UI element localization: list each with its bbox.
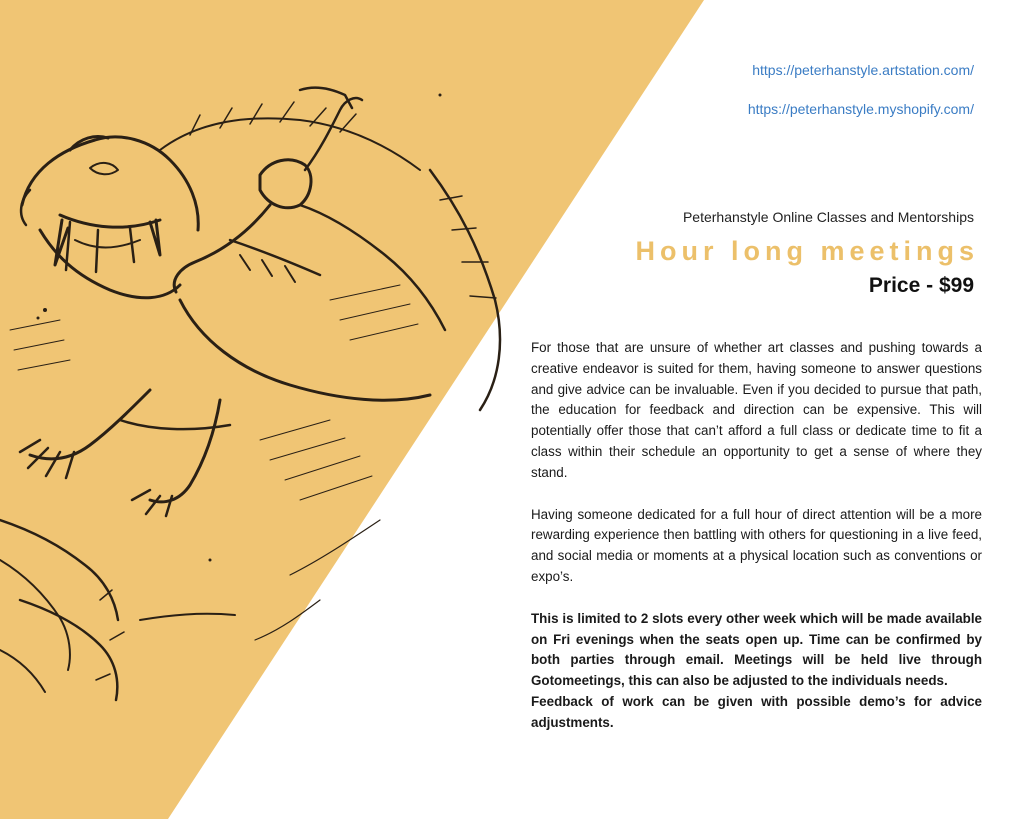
description bbox=[531, 338, 982, 734]
subtitle: Peterhanstyle Online Classes and Mentorships bbox=[682, 209, 974, 225]
paragraph-intro: For those that are unsure of whether art classes and pushing towards a creative endeavor is suited for them, having someone to answer questions and give advice can be invaluable. Even if you decided to pursue that path, the education for feedback and direction can be expensive. This will potentially offer those that can’t afford a full class or dedicate time to fit a class within their schedule an opportunity to get a sense of where they stand. bbox=[531, 340, 982, 480]
paragraph-slots: This is limited to 2 slots every other week which will be made available on Fri evenings when the seats open up. Time can be confirmed by both parties through email. Meetings will be held live through Gotomeetings, this can also be adjusted to the individuals needs. bbox=[531, 610, 982, 689]
paragraph-attention: Having someone dedicated for a full hour of direct attention will be a more rewarding experience then battling with others for questioning in a live feed, and social media or moments at a physical location such as conventions or expo’s. bbox=[531, 506, 982, 584]
shop-link[interactable]: https://peterhanstyle.myshopify.com/ bbox=[747, 101, 974, 117]
price: Price - $99 bbox=[868, 274, 974, 297]
artstation-link[interactable]: https://peterhanstyle.artstation.com/ bbox=[752, 62, 974, 78]
offer-header bbox=[635, 207, 979, 299]
headline: Hour long meetings bbox=[635, 236, 979, 266]
paragraph-feedback: Feedback of work can be given with possible demo’s for advice adjustments. bbox=[531, 693, 982, 730]
links-block bbox=[748, 60, 974, 138]
